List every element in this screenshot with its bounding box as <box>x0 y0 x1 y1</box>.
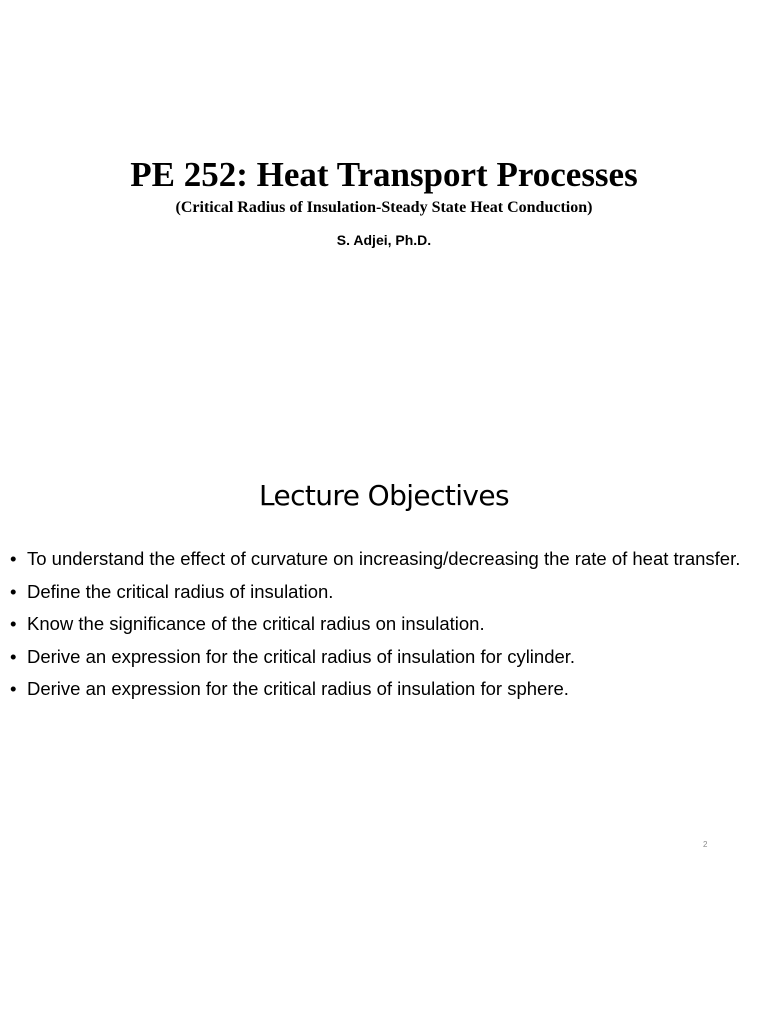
objectives-heading: Lecture Objectives <box>258 479 510 512</box>
objectives-slide <box>0 430 768 1024</box>
objective-text: To understand the effect of curvature on increasing/decreasing the rate of heat transfer. <box>27 548 741 569</box>
list-item <box>10 677 755 700</box>
page-number: 2 <box>703 840 708 849</box>
list-item <box>10 645 755 668</box>
list-item <box>10 580 755 603</box>
objective-text: Define the critical radius of insulation. <box>27 580 334 602</box>
bullet-icon: • <box>10 548 17 569</box>
objective-text: Know the significance of the critical radius on insulation. <box>27 613 485 634</box>
slide-title: PE 252: Heat Transport Processes <box>130 155 638 194</box>
bullet-icon: • <box>10 678 17 699</box>
bullet-icon: • <box>10 580 17 602</box>
list-item <box>10 547 755 570</box>
bullet-icon: • <box>10 613 17 634</box>
objectives-list <box>10 547 755 710</box>
author-name: S. Adjei, Ph.D. <box>336 232 432 248</box>
title-slide <box>0 0 768 430</box>
objective-text: Derive an expression for the critical radius of insulation for cylinder. <box>27 645 576 667</box>
list-item <box>10 612 755 635</box>
objective-text: Derive an expression for the critical radius of insulation for sphere. <box>27 678 569 699</box>
slide-subtitle: (Critical Radius of Insulation-Steady State Heat Conduction) <box>175 199 593 216</box>
bullet-icon: • <box>10 645 17 667</box>
